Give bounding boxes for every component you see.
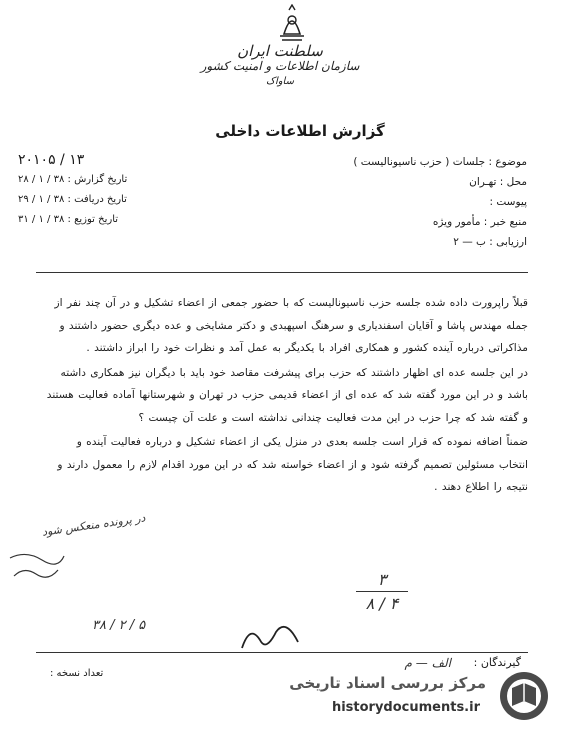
document-title: گزارش اطلاعات داخلی bbox=[215, 122, 385, 140]
meta-source-grade: منبع خبر : مأمور ویژه bbox=[432, 216, 527, 228]
signature-icon bbox=[236, 618, 306, 662]
meta-attachment: پیوست : bbox=[489, 196, 527, 208]
meta-subject: موضوع : جلسات ( حزب ناسیونالیست ) bbox=[353, 156, 527, 168]
margin-scribble-icon bbox=[6, 548, 66, 586]
date-report: تاریخ گزارش : ۳۸ / ۱ / ۲۸ bbox=[18, 174, 128, 185]
watermark-url: historydocuments.ir bbox=[331, 700, 480, 715]
emblem-icon bbox=[262, 4, 322, 46]
meta-dates bbox=[18, 150, 218, 230]
margin-note: در پرونده منعکس شود bbox=[41, 511, 147, 539]
distribution-value: الف — م bbox=[404, 656, 451, 670]
meta-block bbox=[227, 152, 527, 252]
file-mark-bottom: ۸ / ۴ bbox=[365, 594, 399, 613]
body-paragraph-1: قبلاً راپرورت داده شده جلسه حزب ناسیونالیست که با حضور جمعی از اعضاء تشکیل و در آن چند نفر از جمله مهندس پاشا و آقایان اسفندیاری و سرهنگ اسپهبدی و دکتر مشایخی و عده دیگری حضور داشتند و مذاکراتی درباره آینده کشور و همکاری افراد با یکدیگر به عمل آمد و نظرات خود را ابراز داشتند . bbox=[54, 297, 528, 354]
letterhead-line-3: ساواک bbox=[266, 76, 294, 87]
distribution-label: گیرندگان : bbox=[473, 656, 521, 669]
body-paragraph-2: در این جلسه عده ای اظهار داشتند که حزب برای پیشرفت مقاصد خود باید با دیگران نیز همکاری داشته باشد و در این مورد گفته شد که عده ای از اعضاء قدیمی حزب در تهران و شهرستانها آماده فعالیت هستند و گفته شد که چرا حزب در این مدت فعالیت چندانی نداشته است و علت آن چیست ؟ bbox=[46, 366, 528, 424]
body-paragraph-3: ضمناً اضافه نموده که قرار است جلسه بعدی در منزل یکی از اعضاء تشکیل و درباره فعالیت آینده و انتخاب مسئولین تصمیم گرفته شود و از اعضاء خواسته شد که در این مورد اقدام لازم را معمول دارند و نتیجه را اطلاع دهند . bbox=[57, 436, 528, 493]
watermark-title: مرکز بررسی اسناد تاریخی bbox=[289, 674, 486, 692]
document-number: ۱۳ / ۲۰۱۰۵ bbox=[18, 152, 85, 168]
letterhead-line-1: سلطنت ایران bbox=[237, 42, 323, 60]
handwritten-date: ۳۸ / ۲ / ۵ bbox=[92, 618, 146, 633]
footer-divider bbox=[36, 652, 528, 653]
meta-place: محل : تهـران bbox=[469, 176, 527, 188]
watermark bbox=[289, 668, 556, 724]
meta-evaluation: ارزیابی : ب — ۲ bbox=[453, 236, 527, 248]
letterhead bbox=[180, 44, 380, 89]
archive-logo-icon bbox=[498, 670, 550, 722]
letterhead-line-2: سازمان اطلاعات و امنیت کشور bbox=[200, 59, 360, 73]
file-mark bbox=[352, 570, 412, 613]
report-body bbox=[44, 292, 528, 501]
date-received: تاریخ دریافت : ۳۸ / ۱ / ۲۹ bbox=[18, 194, 127, 205]
date-distributed: تاریخ توزیع : ۳۸ / ۱ / ۳۱ bbox=[18, 214, 119, 225]
header-divider bbox=[36, 272, 528, 273]
copies-label: تعداد نسخه : bbox=[50, 668, 104, 679]
file-mark-top: ۳ bbox=[377, 570, 387, 589]
